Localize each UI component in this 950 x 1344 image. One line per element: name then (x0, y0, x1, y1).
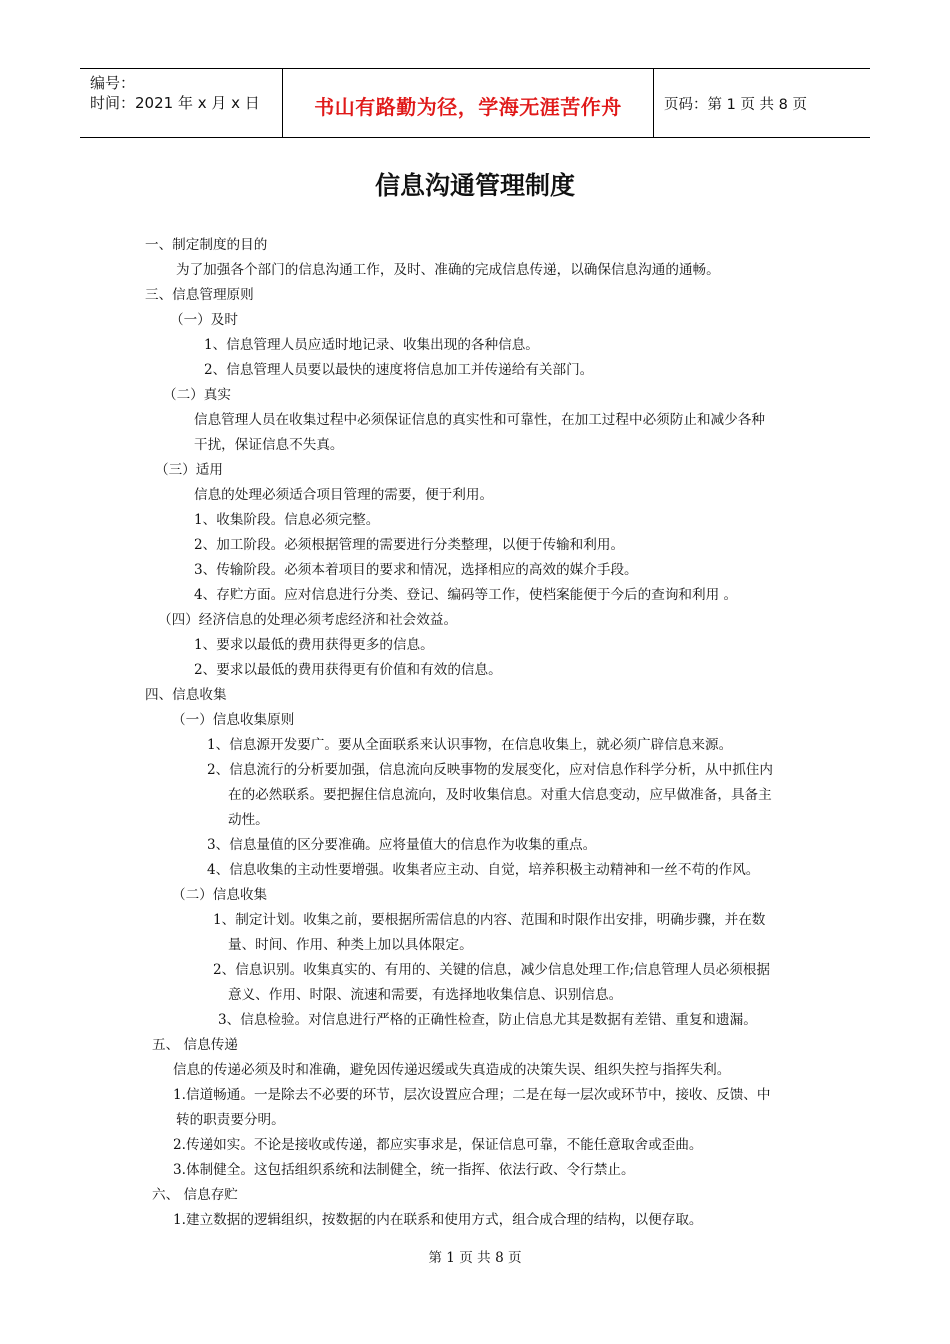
subsection-heading: （三）适用 (155, 462, 223, 478)
section-heading: 一、制定制度的目的 (145, 237, 268, 253)
paragraph: 信息管理人员在收集过程中必须保证信息的真实性和可靠性，在加工过程中必须防止和减少各种 (194, 412, 765, 428)
list-item: 2、要求以最低的费用获得更有价值和有效的信息。 (194, 662, 502, 678)
list-item-continuation: 转的职责要分明。 (176, 1112, 285, 1128)
number-label: 编号： (90, 74, 136, 92)
list-item: 1、收集阶段。信息必须完整。 (194, 512, 380, 528)
subsection-heading: （二）信息收集 (172, 887, 268, 903)
list-item: 1.建立数据的逻辑组织，按数据的内在联系和使用方式，组合成合理的结构，以便存取。 (173, 1212, 703, 1228)
page-label: 页码：第 1 页 共 8 页 (664, 97, 807, 113)
section-heading: 五、 信息传递 (152, 1037, 238, 1053)
paragraph: 干扰，保证信息不失真。 (194, 437, 344, 453)
subsection-heading: （四）经济信息的处理必须考虑经济和社会效益。 (158, 612, 458, 628)
list-item-continuation: 动性。 (228, 812, 269, 828)
section-heading: 三、信息管理原则 (145, 287, 254, 303)
list-item: 1、信息源开发要广。要从全面联系来认识事物，在信息收集上，就必须广辟信息来源。 (207, 737, 733, 753)
list-item: 2.传递如实。不论是接收或传递，都应实事求是，保证信息可靠，不能任意取舍或歪曲。 (173, 1137, 703, 1153)
subsection-heading: （二）真实 (163, 387, 231, 403)
list-item: 3、传输阶段。必须本着项目的要求和情况，选择相应的高效的媒介手段。 (194, 562, 638, 578)
list-item-continuation: 意义、作用、时限、流速和需要，有选择地收集信息、识别信息。 (228, 987, 623, 1003)
list-item: 2、信息流行的分析要加强，信息流向反映事物的发展变化，应对信息作科学分析，从中抓住内 (207, 762, 773, 778)
time-label: 时间：2021 年 x 月 x 日 (90, 94, 260, 112)
list-item-continuation: 在的必然联系。要把握住信息流向，及时收集信息。对重大信息变动，应早做准备，具备主 (228, 787, 772, 803)
list-item: 2、加工阶段。必须根据管理的需要进行分类整理，以便于传输和利用。 (194, 537, 625, 553)
list-item: 2、信息管理人员要以最快的速度将信息加工并传递给有关部门。 (204, 362, 594, 378)
list-item: 1、制定计划。收集之前，要根据所需信息的内容、范围和时限作出安排，明确步骤，并在数 (213, 912, 766, 928)
list-item: 1、要求以最低的费用获得更多的信息。 (194, 637, 434, 653)
list-item: 2、信息识别。收集真实的、有用的、关键的信息，减少信息处理工作;信息管理人员必须根据 (213, 962, 770, 978)
motto: 书山有路勤为径，学海无涯苦作舟 (314, 95, 622, 119)
list-item: 1、信息管理人员应适时地记录、收集出现的各种信息。 (204, 337, 539, 353)
list-item: 1.信道畅通。一是除去不必要的环节，层次设置应合理；二是在每一层次或环节中，接收、反馈、中 (173, 1087, 771, 1103)
list-item: 4、信息收集的主动性要增强。收集者应主动、自觉，培养积极主动精神和一丝不苟的作风。 (207, 862, 760, 878)
subsection-heading: （一）及时 (170, 312, 238, 328)
paragraph: 信息的处理必须适合项目管理的需要，便于利用。 (194, 487, 494, 503)
list-item: 3、信息检验。对信息进行严格的正确性检查，防止信息尤其是数据有差错、重复和遗漏。 (218, 1012, 757, 1028)
page-footer: 第 1 页 共 8 页 (428, 1250, 522, 1266)
paragraph: 为了加强各个部门的信息沟通工作，及时、准确的完成信息传递，以确保信息沟通的通畅。 (176, 262, 720, 278)
section-heading: 四、信息收集 (145, 687, 227, 703)
header-motto-cell (283, 69, 654, 137)
paragraph: 信息的传递必须及时和准确，避免因传递迟缓或失真造成的决策失误、组织失控与指挥失利。 (173, 1062, 731, 1078)
section-heading: 六、 信息存贮 (152, 1187, 238, 1203)
header-info-cell (80, 69, 283, 137)
subsection-heading: （一）信息收集原则 (172, 712, 295, 728)
page-header (80, 68, 870, 138)
header-page-cell (654, 69, 870, 137)
list-item-continuation: 量、时间、作用、种类上加以具体限定。 (228, 937, 473, 953)
list-item: 3、信息量值的区分要准确。应将量值大的信息作为收集的重点。 (207, 837, 597, 853)
document-title: 信息沟通管理制度 (374, 171, 575, 200)
list-item: 3.体制健全。这包括组织系统和法制健全，统一指挥、依法行政、令行禁止。 (173, 1162, 635, 1178)
list-item: 4、存贮方面。应对信息进行分类、登记、编码等工作，使档案能便于今后的查询和利用 。 (194, 587, 738, 603)
